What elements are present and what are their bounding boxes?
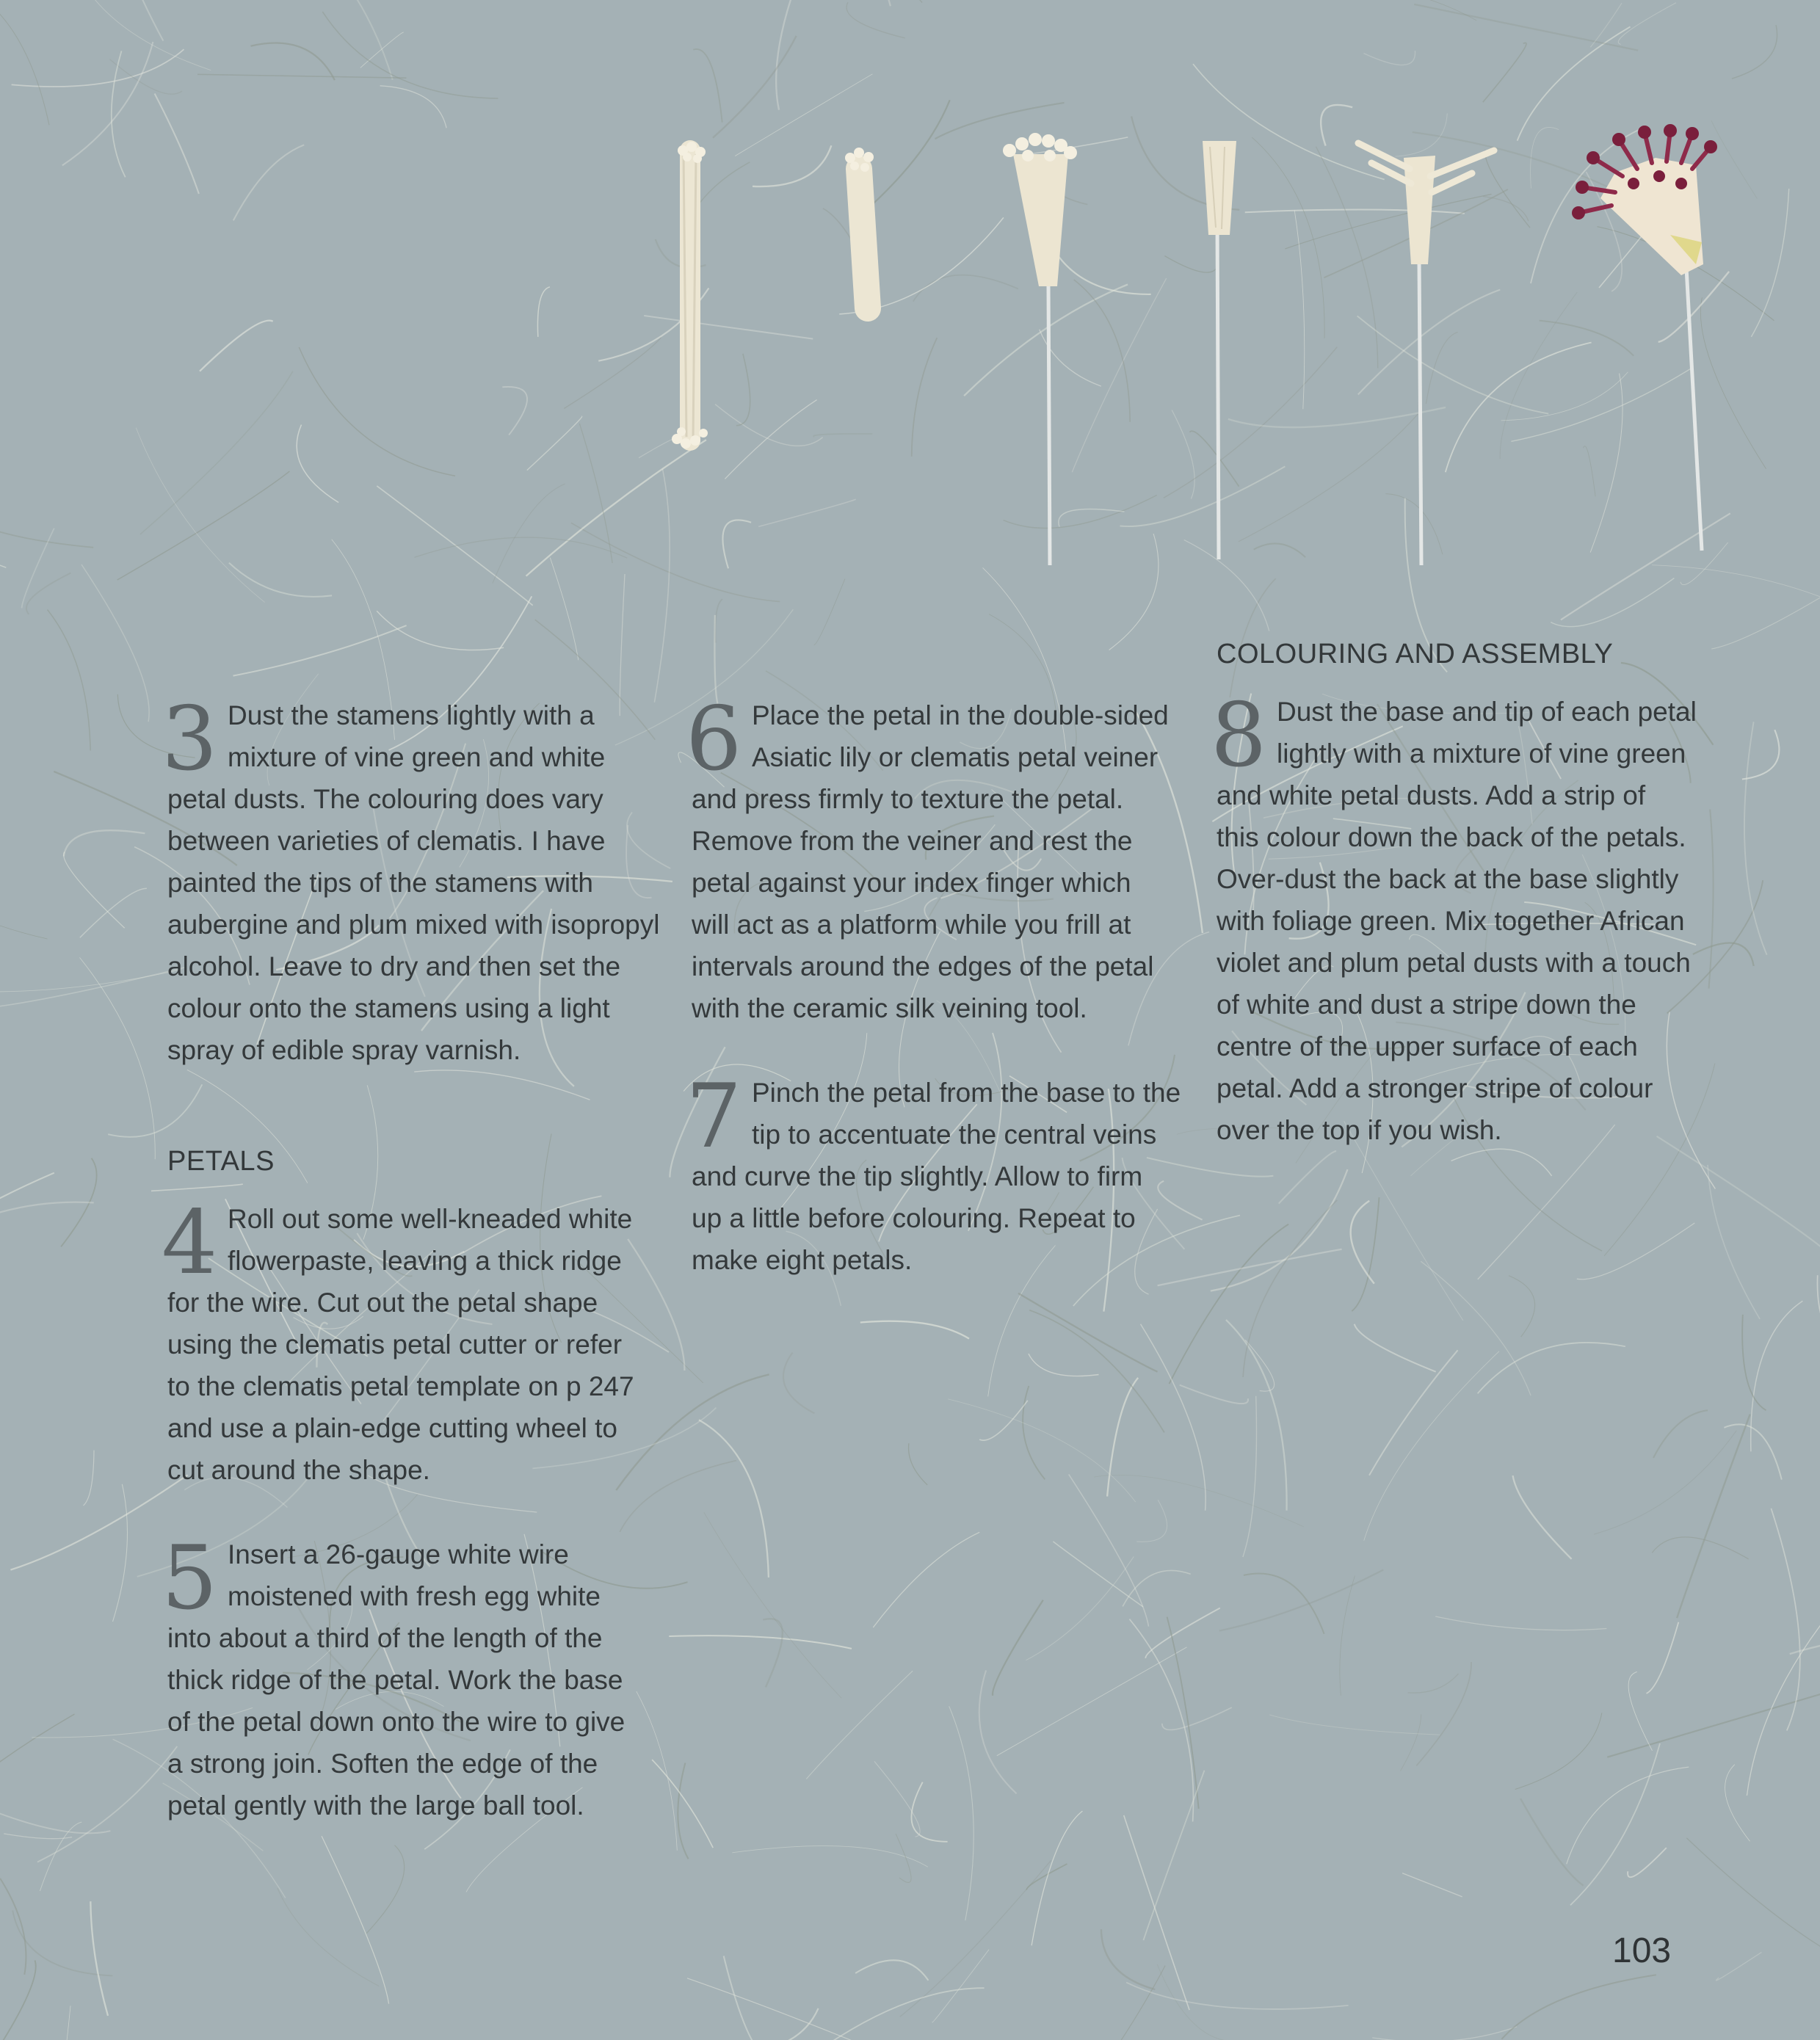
step-text-line: petal dusts. The colouring does vary [167, 784, 603, 814]
step-text-line: mixture of vine green and white [228, 742, 606, 772]
step-text-line: and press firmly to texture the petal. [692, 784, 1124, 814]
step-text-line: and curve the tip slightly. Allow to firm [692, 1161, 1143, 1191]
step-text-line: and use a plain-edge cutting wheel to [167, 1413, 617, 1443]
step-text-line: and white petal dusts. Add a strip of [1217, 780, 1646, 810]
stamens-tightly-taped [1203, 141, 1236, 559]
step-text-line: make eight petals. [692, 1245, 913, 1275]
step-5 [162, 1528, 645, 1835]
stamen-stages-photo [0, 0, 1820, 587]
step-text-line: alcohol. Leave to dry and then set the [167, 951, 621, 981]
step-text-line: a strong join. Soften the edge of the [167, 1749, 598, 1779]
step-text-line: Asiatic lily or clematis petal veiner [752, 742, 1159, 772]
page-number: 103 [1612, 1931, 1672, 1970]
step-number: 8 [1211, 685, 1267, 787]
step-text-line: with foliage green. Mix together African [1217, 906, 1685, 936]
step-text-line: of the petal down onto the wire to give [167, 1707, 626, 1737]
step-number: 3 [162, 689, 218, 791]
step-text-line: petal against your index finger which [692, 868, 1131, 898]
coloured-stamens [1572, 124, 1717, 551]
step-text-line: tip to accentuate the central veins [752, 1119, 1157, 1150]
step-text-line: into about a third of the length of the [167, 1623, 603, 1653]
step-text-line: petal. Add a stronger stripe of colour [1217, 1073, 1653, 1103]
step-text-line: colour onto the stamens using a light [167, 993, 610, 1023]
step-text-line: Roll out some well-kneaded white [228, 1204, 633, 1234]
step-text-line: Dust the base and tip of each petal [1277, 697, 1697, 727]
step-text-line: flowerpaste, leaving a thick ridge [228, 1246, 622, 1276]
step-6 [686, 689, 1169, 1038]
step-text-line: using the clematis petal cutter or refer [167, 1329, 623, 1360]
step-text-line: spray of edible spray varnish. [167, 1035, 521, 1065]
step-text-line: moistened with fresh egg white [228, 1581, 601, 1611]
step-text-line: aubergine and plum mixed with isopropyl [167, 910, 660, 940]
step-text-line: to the clematis petal template on p 247 [167, 1371, 634, 1401]
step-number: 6 [686, 689, 742, 791]
step-text-line: Remove from the veiner and rest the [692, 826, 1133, 856]
step-text-line: of white and dust a stripe down the [1217, 990, 1636, 1020]
step-text-line: this colour down the back of the petals. [1217, 822, 1686, 852]
section-heading: COLOURING AND ASSEMBLY [1217, 639, 1614, 669]
step-text-line: Place the petal in the double-sided [752, 700, 1169, 730]
step-3 [162, 689, 660, 1080]
step-text-line: up a little before colouring. Repeat to [692, 1203, 1136, 1233]
step-text-line: with the ceramic silk veining tool. [692, 993, 1087, 1023]
step-number: 7 [686, 1066, 742, 1168]
step-text-line: will act as a platform while you frill at [692, 910, 1131, 940]
step-text-line: intervals around the edges of the petal [692, 951, 1154, 981]
step-number: 5 [162, 1528, 218, 1630]
step-text-line: Dust the stamens lightly with a [228, 700, 595, 730]
step-text-line: petal gently with the large ball tool. [167, 1790, 584, 1821]
step-text-line: between varieties of clematis. I have [167, 826, 606, 856]
step-text-line: for the wire. Cut out the petal shape [167, 1288, 598, 1318]
step-number: 4 [162, 1192, 218, 1294]
step-text-line: thick ridge of the petal. Work the base [167, 1665, 623, 1695]
stamens-splayed [1358, 143, 1494, 565]
step-text-line: Over-dust the back at the base slightly [1217, 864, 1679, 894]
stamens-taped-on-wire [1003, 133, 1077, 565]
step-text-line: violet and plum petal dusts with a touch [1217, 948, 1691, 978]
step-4 [162, 1192, 645, 1500]
step-text-line: painted the tips of the stamens with [167, 868, 594, 898]
step-7 [686, 1066, 1181, 1290]
step-text-line: Insert a 26-gauge white wire [228, 1539, 569, 1569]
stamen-bundle [672, 142, 708, 449]
step-text-line: Pinch the petal from the base to the [752, 1078, 1181, 1108]
step-text-line: cut around the shape. [167, 1455, 430, 1485]
step-8 [1211, 685, 1697, 1160]
step-text-line: over the top if you wish. [1217, 1115, 1502, 1145]
section-heading: PETALS [167, 1146, 275, 1177]
stamen-bundle-trimmed [845, 148, 874, 308]
step-text-line: centre of the upper surface of each [1217, 1031, 1638, 1061]
step-text-line: lightly with a mixture of vine green [1277, 738, 1686, 769]
